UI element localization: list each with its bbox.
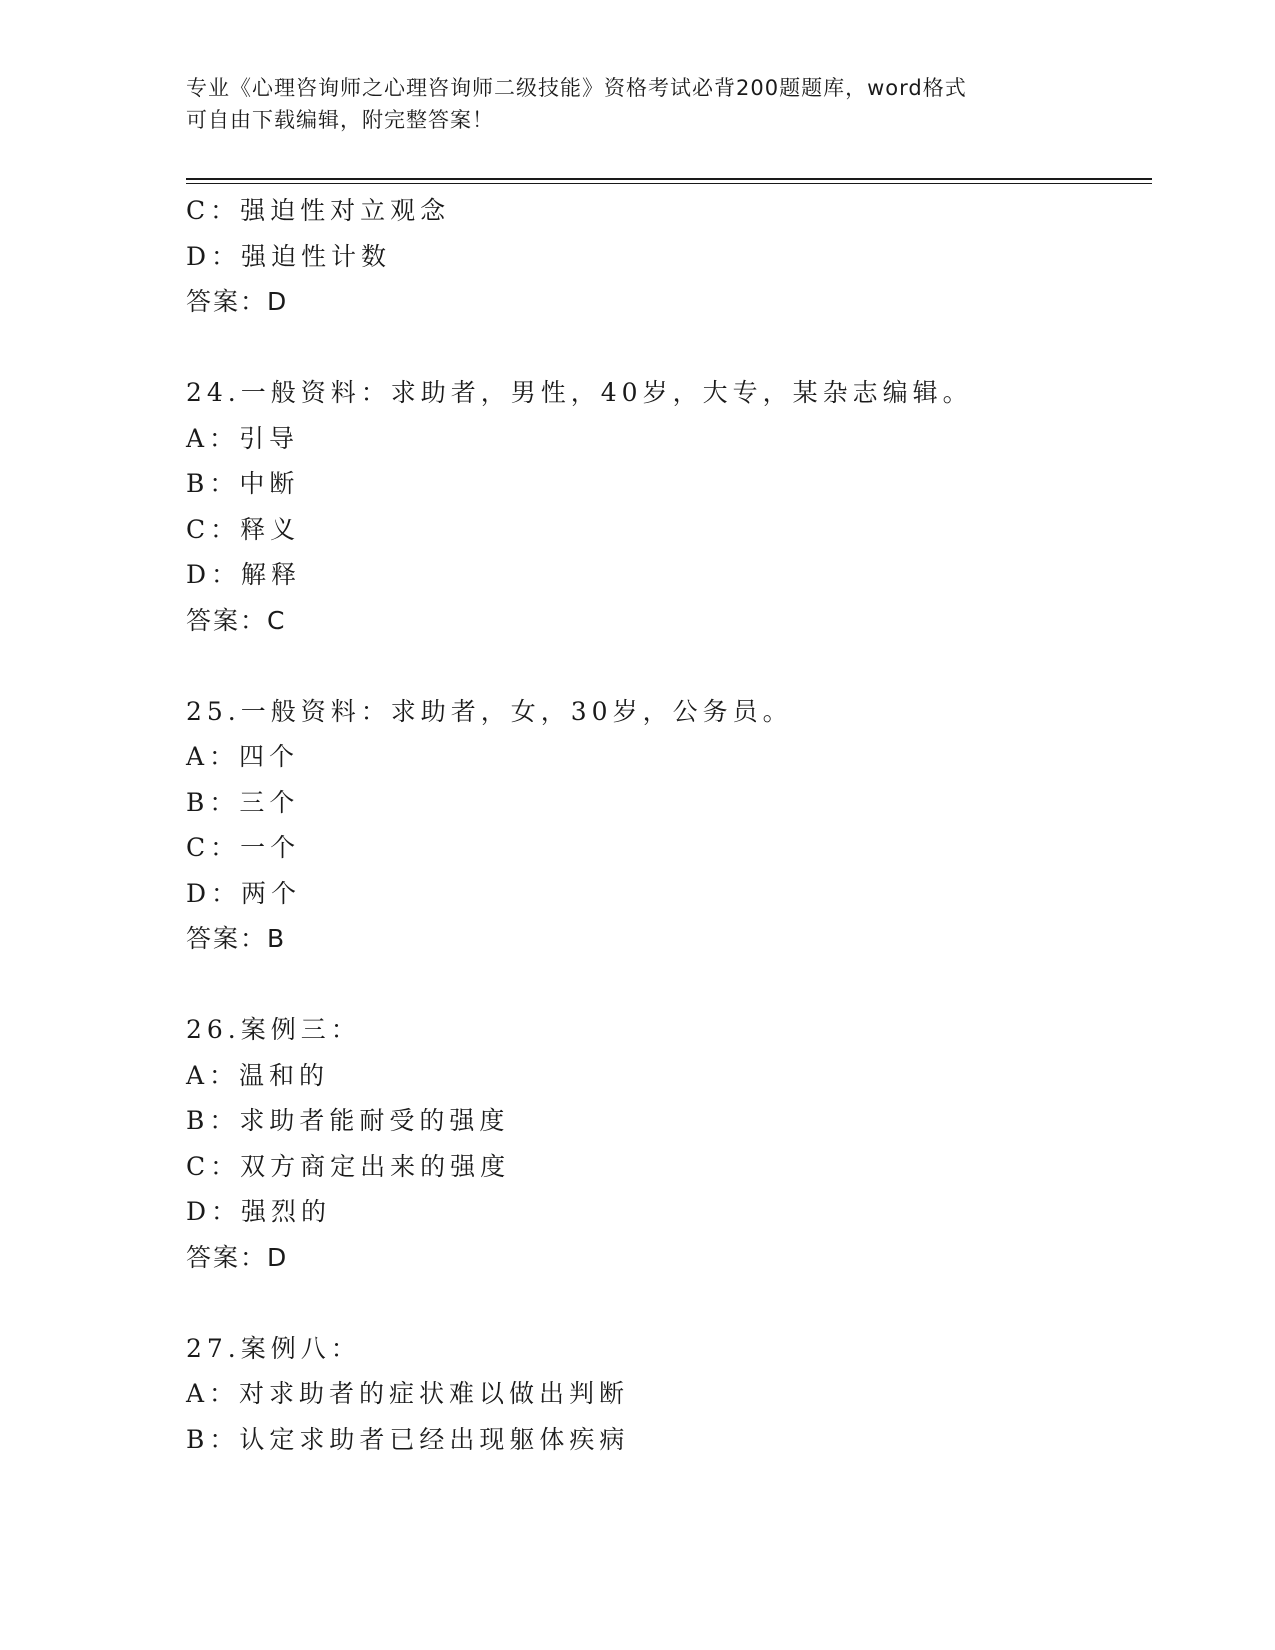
spacer xyxy=(186,1280,1146,1326)
header-title-line-2: 可自由下载编辑，附完整答案！ xyxy=(186,108,494,132)
option-c: C：双方商定出来的强度 xyxy=(186,1151,511,1181)
question-stem: 25.一般资料：求助者，女，30岁，公务员。 xyxy=(186,696,793,726)
option-c: C：一个 xyxy=(186,833,301,862)
option-d: D：解释 xyxy=(186,560,302,589)
option-d: D：两个 xyxy=(186,878,302,908)
option-c: C：强迫性对立观念 xyxy=(186,196,451,225)
document-header xyxy=(186,72,1066,136)
option-b: B：三个 xyxy=(186,787,300,817)
header-rule-thin xyxy=(186,183,1152,184)
question-26 xyxy=(186,1007,1146,1280)
question-23-tail xyxy=(186,188,1146,325)
answer-line: 答案：B xyxy=(186,924,287,953)
question-content xyxy=(186,188,1146,1462)
option-a: A：引导 xyxy=(186,423,300,453)
option-a: A：对求助者的症状难以做出判断 xyxy=(186,1379,630,1408)
header-title-line-1: 专业《心理咨询师之心理咨询师二级技能》资格考试必背200题题库，word格式 xyxy=(186,76,967,100)
question-stem: 24.一般资料：求助者，男性，40岁，大专，某杂志编辑。 xyxy=(186,378,973,407)
option-c: C：释义 xyxy=(186,514,301,544)
question-25 xyxy=(186,689,1146,962)
option-d: D：强迫性计数 xyxy=(186,241,392,271)
question-24 xyxy=(186,370,1146,643)
answer-line: 答案：C xyxy=(186,605,287,635)
answer-line: 答案：D xyxy=(186,287,289,316)
answer-line: 答案：D xyxy=(186,1242,289,1272)
spacer xyxy=(186,643,1146,689)
spacer xyxy=(186,962,1146,1008)
header-rule-thick xyxy=(186,178,1152,180)
option-a: A：四个 xyxy=(186,742,300,771)
option-b: B：认定求助者已经出现躯体疾病 xyxy=(186,1424,630,1454)
option-a: A：温和的 xyxy=(186,1060,330,1090)
spacer xyxy=(186,325,1146,371)
option-b: B：求助者能耐受的强度 xyxy=(186,1106,510,1135)
question-27 xyxy=(186,1326,1146,1463)
question-stem: 26.案例三： xyxy=(186,1015,361,1044)
question-stem: 27.案例八： xyxy=(186,1333,361,1363)
option-b: B：中断 xyxy=(186,469,300,498)
option-d: D：强烈的 xyxy=(186,1197,332,1226)
